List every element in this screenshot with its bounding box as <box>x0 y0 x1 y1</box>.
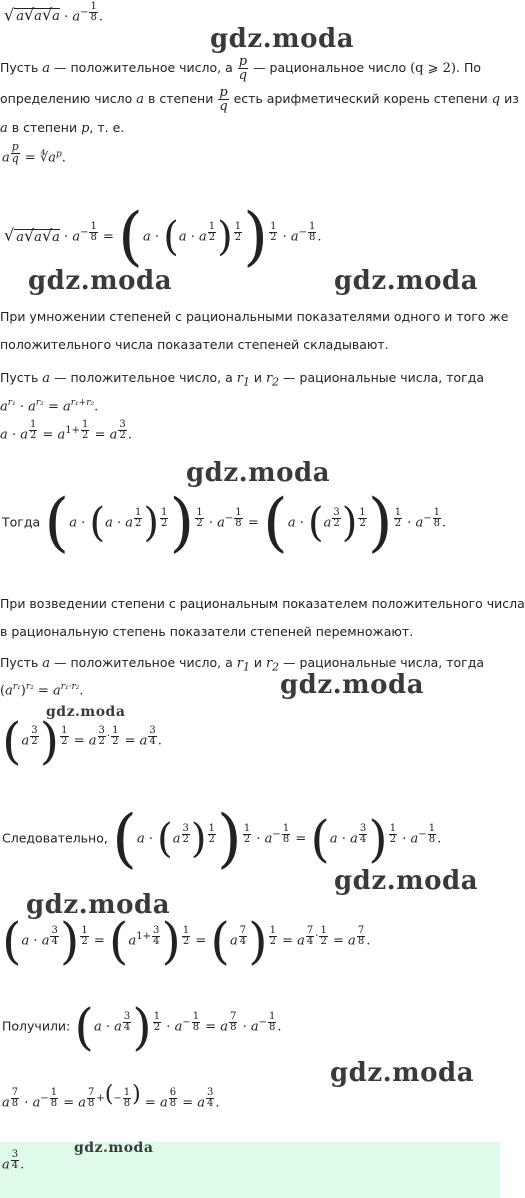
rule-multiplication-2: положительного числа показатели степеней складывают. <box>0 337 389 352</box>
product-rule: $a^{r_1} \cdot a^{r_2} = a^{r_1+r_2}$. <box>0 398 99 415</box>
rule-power-1: При возведении степени с рациональным показателем положительного числа <box>0 596 525 611</box>
watermark-small: gdz.moda <box>74 1140 154 1156</box>
watermark: gdz.moda <box>26 890 171 920</box>
watermark: gdz.moda <box>210 24 355 54</box>
watermark: gdz.moda <box>334 266 479 296</box>
expression-6: Следовательно, (a · (a $^{\frac{3}{2}}$ ) $^{\frac{1}{2}}$ ) $^{\frac{1}{2}}$ · $a^{- \frac{1}{8}}$ = (a · a $^{\frac{3}{4}}$ ) $^{\frac{1}{2}}$ · $a^{- \frac{1}{8}}$ . <box>2 802 442 876</box>
watermark: gdz.moda <box>330 1058 475 1088</box>
expression-9: a $^{\frac{7}{8}}$ · $a^{- \frac{1}{8}}$ = a $^{\frac{7}{8} +(- \frac{1}{8} )}$ = a $^{\frac{6}{8}}$ = a $^{\frac{3}{4}}$ . <box>2 1082 220 1111</box>
let-statement-2: Пусть a — положительное число, а $r_1$ и $r_2$ — рациональные числа, тогда <box>0 655 485 674</box>
watermark-small: gdz.moda <box>46 704 126 720</box>
let-statement-1: Пусть a — положительное число, а $r_1$ и $r_2$ — рациональные числа, тогда <box>0 370 485 389</box>
expression-8: Получили: (a · a $^{\frac{3}{4}}$ ) $^{\frac{1}{2}}$ · $a^{- \frac{1}{8}}$ = a $^{\frac{7}{8}}$ · $a^{- \frac{1}{8}}$ . <box>2 998 282 1056</box>
expression-2: √ $a√a√a \cdot a^{- \frac{1}{8}}$ = (a · (a · a $^{\frac{1}{2}}$ ) $^{\frac{1}{2}}$ ) $^{\frac{1}{2}}$ · $a^{- \frac{1}{8}}$ . <box>4 200 322 274</box>
answer: a $^{\frac{3}{4}}$ . <box>2 1149 25 1173</box>
definition-line-1: Пусть a — положительное число, а $\frac{p}{q}$ — рациональное число (q ⩾ 2). По <box>0 54 481 83</box>
watermark: gdz.moda <box>280 670 425 700</box>
watermark: gdz.moda <box>334 866 479 896</box>
rule-multiplication-1: При умножении степеней с рациональными показателями одного и того же <box>0 309 509 324</box>
expression-4: Тогда (a · (a · a $^{\frac{1}{2}}$ ) $^{\frac{1}{2}}$ ) $^{\frac{1}{2}}$ · $a^{- \frac{1}{8}}$ = (a · (a $^{\frac{3}{2}}$ ) $^{\frac{1}{2}}$ ) $^{\frac{1}{2}}$ · $a^{- \frac{1}{8}}$ . <box>2 486 447 560</box>
expression-1: √ $a√a√a \cdot a^{- \frac{1}{8}}$ . <box>4 1 103 25</box>
expression-7: (a · a $^{\frac{3}{4}}$ ) $^{\frac{1}{2}}$ = ($a^{1+ \frac{3}{4}}$ ) $^{\frac{1}{2}}$ = (a $^{\frac{7}{4}}$ ) $^{\frac{1}{2}}$ = a $^{\frac{7}{4} \cdot \frac{1}{2}}$ = a $^{\frac{7}{8}}$ . <box>2 912 371 970</box>
expression-5: (a $^{\frac{3}{2}}$ ) $^{\frac{1}{2}}$ = a $^{\frac{3}{2} \cdot \frac{1}{2}}$ = a $^{\frac{3}{4}}$ . <box>2 712 162 770</box>
power-rule: $(a^{r_1})^{r_2} = a^{r_1\cdot r_2}$. <box>0 682 84 699</box>
definition-line-3: a в степени p, т. е. <box>0 120 125 136</box>
definition-line-2: определению число a в степени $\frac{p}{q}$ есть арифметический корень степени q из <box>0 85 519 114</box>
expression-3: a · a $^{\frac{1}{2}}$ = $a^{1+ \frac{1}{2}}$ = a $^{\frac{3}{2}}$ . <box>0 419 132 443</box>
definition-formula: a $^{\frac{p}{q}}$ = $∜a^p$. <box>2 140 66 166</box>
rule-power-2: в рациональную степень показатели степеней перемножают. <box>0 624 414 639</box>
watermark: gdz.moda <box>186 458 331 488</box>
watermark: gdz.moda <box>28 266 173 296</box>
